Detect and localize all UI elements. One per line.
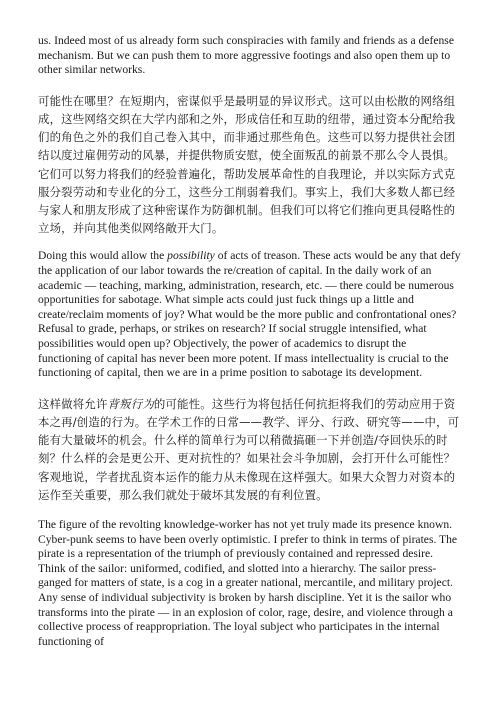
paragraph-text: 这样做将允许 (38, 396, 108, 411)
paragraph-english-2 (38, 249, 462, 380)
document-page (38, 34, 462, 649)
paragraph-text: Doing this would allow the (38, 249, 168, 263)
paragraph-chinese-1: 可能性在哪里？在短期内，密谋似乎是最明显的异议形式。这可以由松散的网络组成，这些网络交织在大学内部和之外，形成信任和互助的纽带，通过资本分配给我们的角色之外的我们自己卷入其中，而非通过那些角色。这些可以努力提供社会团结以度过雇佣劳动的风暴，并提供物质安慰，使全面叛乱的前景不那么令人畏惧。它们可以努力将我们的经验普遍化，帮助发展革命性的自我理论，并以实际方式克服分裂劳动和专业化的分工，这些分工削弱着我们。事实上，我们大多数人都已经与家人和朋友形成了这种密谋作为防御机制。但我们可以将它们推向更具侵略性的立场，并向其他类似网络敞开大门。 (38, 93, 456, 236)
paragraph-text: 的可能性。这些行为将包括任何抗拒将我们的劳动应用于资本之再/创造的行为。在学术工作的日常——教学、评分、行政、研究等——中，可能有大量破坏的机会。什么样的简单行为可以稍微搞砸一下并创造/夺回快乐的时刻？什么样的会是更公开、更对抗性的？如果社会斗争加剧，会打开什么可能性？客观地说，学者扰乱资本运作的能力从未像现在这样强大。如果大众智力对资本的运作至关重要，那么我们就处于破坏其发展的有利位置。 (38, 396, 460, 502)
paragraph-chinese-2 (38, 395, 462, 504)
paragraph-english-1: us. Indeed most of us already form such conspiracies with family and friends as a defense mechanism. But we can push them to more aggressive footings and also open them up to other similar networks. (38, 34, 454, 77)
paragraph-text: of acts of treason. These acts would be any that defy the application of our labor towards the re/creation of capital. In the daily work of an academic — teaching, marking, administration, research, etc. — there could be numerous opportunities for sabotage. What simple acts could just fuck things up a little and create/reclaim moments of joy? What would be the more public and confrontational ones? Refusal to grade, perhaps, or strikes on research? If social struggle intensified, what possibilities would open up? Objectively, the power of academics to disrupt the functioning of capital has never been more potent. If mass intellectuality is crucial to the functioning of capital, then we are in a prime position to sabotage its development. (38, 249, 461, 380)
paragraph-english-3: The figure of the revolting knowledge-worker has not yet truly made its presence known. Cyber-punk seems to have been overly optimistic. I prefer to think in terms of pirates. The pirate is a representation of the triumph of previously contained and repressed desire. Think of the sailor: uniformed, codified, and slotted into a hierarchy. The sailor press-ganged for matters of state, is a cog in a greater national, mercantile, and military project. Any sense of individual subjectivity is broken by harsh discipline. Yet it is the sailor who transforms into the pirate — in an explosion of color, rage, desire, and violence through a collective process of reappropriation. The loyal subject who participates in the internal functioning of (38, 517, 458, 648)
emphasis-text: possibility (167, 249, 215, 263)
emphasis-text: 背叛行为 (107, 396, 154, 411)
